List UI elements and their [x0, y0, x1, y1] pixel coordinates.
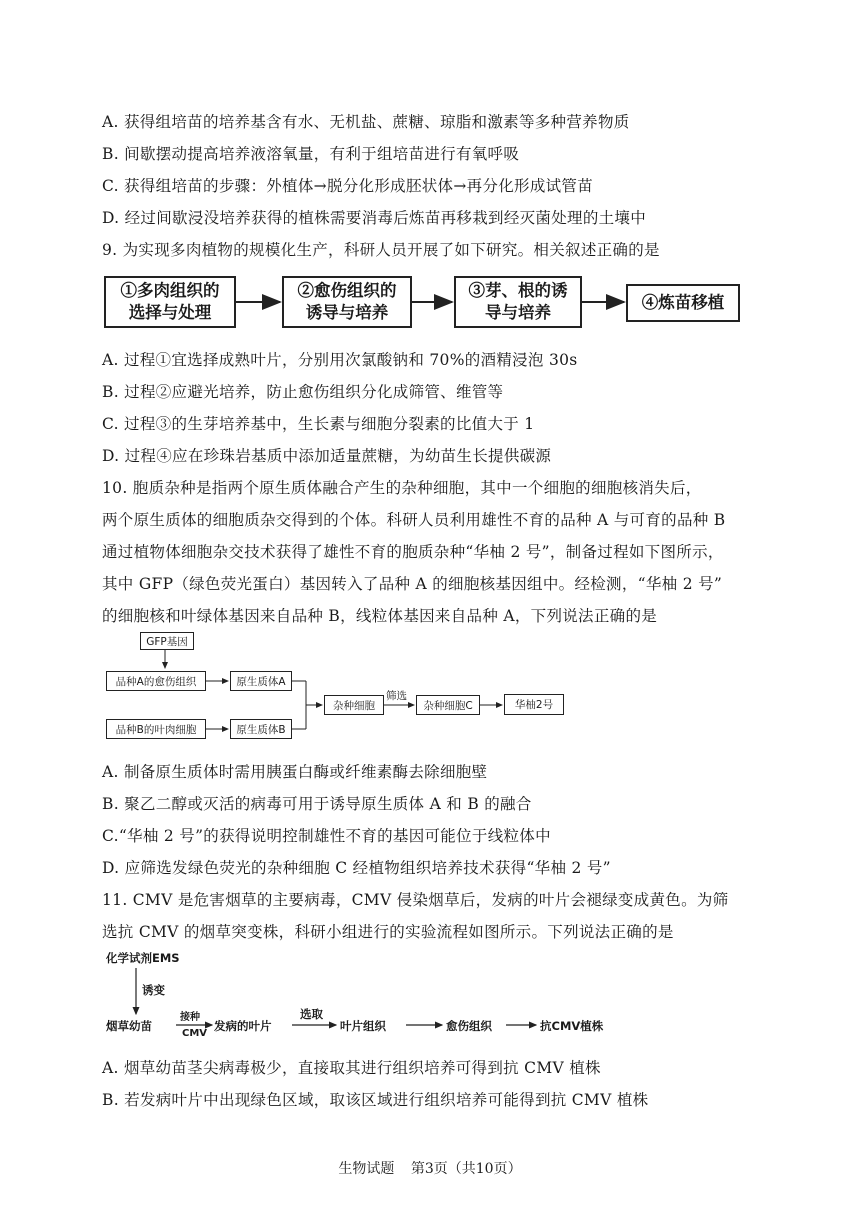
q9-option-a: A. 过程①宜选择成熟叶片，分别用次氯酸钠和 70%的酒精浸泡 30s — [102, 351, 578, 369]
q10-variety-a-callus-box: 品种A的愈伤组织 — [106, 671, 206, 691]
q10-variety-b-mesophyll-box: 品种B的叶肉细胞 — [106, 719, 206, 739]
footer-subject: 生物试题 — [338, 1161, 395, 1177]
q8-option-d: D. 经过间歇浸没培养获得的植株需要消毒后炼苗再移栽到经灭菌处理的土壤中 — [102, 209, 647, 227]
footer-page-number: 第3页（共10页） — [410, 1161, 522, 1177]
q10-screen-label: 筛选 — [386, 690, 407, 702]
q11-cmv-label: CMV — [182, 1028, 208, 1039]
q11-resistant-plant-label: 抗CMV植株 — [540, 1019, 604, 1033]
q9-step-4-line1: ④炼苗移植 — [641, 293, 725, 312]
q10-stem-line-4: 其中 GFP（绿色荧光蛋白）基因转入了品种 A 的细胞核基因组中。经检测，“华柚 2 号” — [102, 575, 723, 593]
q9-step-2-line2: 诱导与培养 — [305, 303, 389, 322]
q10-protoplast-b-box: 原生质体B — [230, 719, 292, 739]
q11-stem-line-1: 11. CMV 是危害烟草的主要病毒，CMV 侵染烟草后，发病的叶片会褪绿变成黄色。为筛 — [102, 891, 729, 909]
q10-stem-line-2: 两个原生质体的细胞质杂交得到的个体。科研人员利用雄性不育的品种 A 与可育的品种 B — [102, 511, 726, 529]
q11-callus-label: 愈伤组织 — [446, 1019, 492, 1033]
q10-option-b: B. 聚乙二醇或灭活的病毒可用于诱导原生质体 A 和 B 的融合 — [102, 795, 532, 813]
q11-leaf-tissue-label: 叶片组织 — [340, 1019, 386, 1033]
q11-seedling-label: 烟草幼苗 — [106, 1019, 152, 1033]
q11-diseased-leaf-label: 发病的叶片 — [214, 1019, 272, 1033]
q9-option-c: C. 过程③的生芽培养基中，生长素与细胞分裂素的比值大于 1 — [102, 415, 535, 433]
q10-option-c: C.“华柚 2 号”的获得说明控制雄性不育的基因可能位于线粒体中 — [102, 827, 551, 845]
q11-option-b: B. 若发病叶片中出现绿色区域，取该区域进行组织培养可能得到抗 CMV 植株 — [102, 1091, 649, 1109]
q11-ems-label: 化学试剂EMS — [106, 951, 180, 965]
q10-hybrid-cell-box: 杂种细胞 — [324, 695, 384, 715]
q9-step-1-line2: 选择与处理 — [128, 303, 212, 322]
q10-option-a: A. 制备原生质体时需用胰蛋白酶或纤维素酶去除细胞壁 — [102, 763, 488, 781]
q9-step-3-line2: 导与培养 — [485, 303, 551, 322]
q11-inoculate-label: 接种 — [180, 1012, 200, 1023]
q10-stem-line-3: 通过植物体细胞杂交技术获得了雄性不育的胞质杂种“华柚 2 号”，制备过程如下图所示， — [102, 543, 724, 561]
q9-option-d: D. 过程④应在珍珠岩基质中添加适量蔗糖，为幼苗生长提供碳源 — [102, 447, 552, 465]
q10-stem-line-1: 10. 胞质杂种是指两个原生质体融合产生的杂种细胞，其中一个细胞的细胞核消失后， — [102, 479, 702, 497]
q10-protoplast-a-box: 原生质体A — [230, 671, 292, 691]
q9-step-1-line1: ①多肉组织的 — [120, 281, 220, 300]
q9-stem: 9. 为实现多肉植物的规模化生产，科研人员开展了如下研究。相关叙述正确的是 — [102, 241, 660, 259]
q10-stem-line-5: 的细胞核和叶绿体基因来自品种 B，线粒体基因来自品种 A，下列说法正确的是 — [102, 607, 658, 625]
q11-option-a: A. 烟草幼苗茎尖病毒极少，直接取其进行组织培养可得到抗 CMV 植株 — [102, 1059, 601, 1077]
q9-step-3-line1: ③芽、根的诱 — [468, 281, 568, 300]
page-footer — [0, 1158, 860, 1178]
q10-gfp-gene-box: GFP基因 — [140, 632, 194, 650]
q11-stem-line-2: 选抗 CMV 的烟草突变株，科研小组进行的实验流程如图所示。下列说法正确的是 — [102, 923, 674, 941]
q8-option-b: B. 间歇摆动提高培养液溶氧量，有利于组培苗进行有氧呼吸 — [102, 145, 520, 163]
q9-option-b: B. 过程②应避光培养，防止愈伤组织分化成筛管、维管等 — [102, 383, 504, 401]
q8-option-a: A. 获得组培苗的培养基含有水、无机盐、蔗糖、琼脂和激素等多种营养物质 — [102, 113, 630, 131]
q10-huayou-2-box: 华柚2号 — [504, 694, 564, 715]
q10-option-d: D. 应筛选发绿色荧光的杂种细胞 C 经植物组织培养技术获得“华柚 2 号” — [102, 859, 611, 877]
q9-step-2-line1: ②愈伤组织的 — [297, 281, 397, 300]
q8-option-c: C. 获得组培苗的步骤：外植体→脱分化形成胚状体→再分化形成试管苗 — [102, 177, 594, 195]
q10-hybrid-cell-c-box: 杂种细胞C — [416, 695, 480, 715]
q11-select-label: 选取 — [300, 1007, 323, 1021]
q11-mutate-label: 诱变 — [142, 983, 165, 997]
